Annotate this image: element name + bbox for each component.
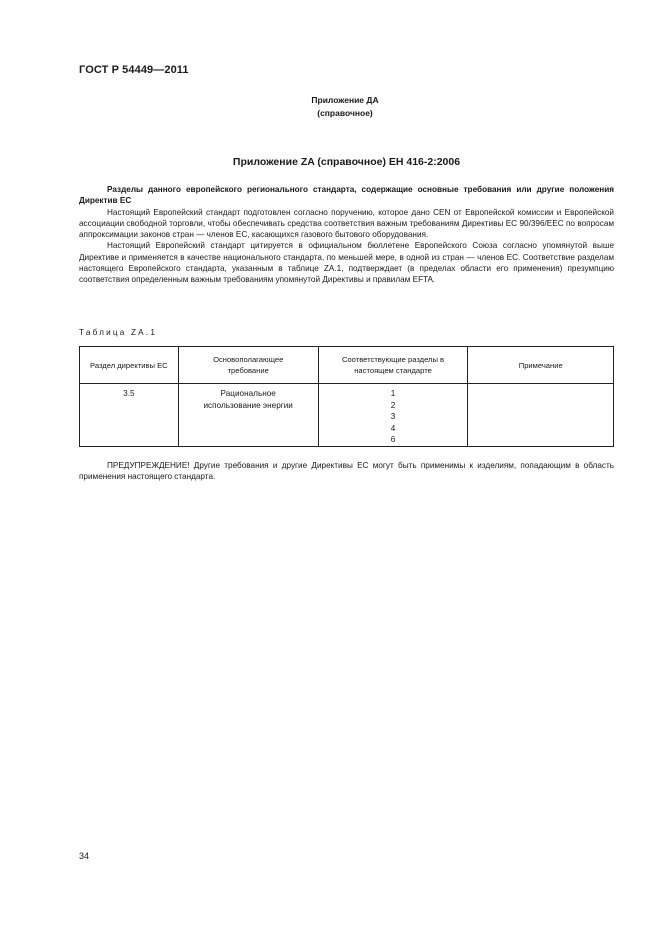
cell-clauses [318,384,468,447]
annex-title: Приложение ZA (справочное) ЕН 416-2:2006 [232,156,461,168]
clause-item: 4 [390,423,396,433]
clause-item: 6 [390,435,396,445]
table-header-row [80,347,614,384]
clause-item: 1 [390,389,396,398]
table-row [80,384,614,447]
header-directive-section: Раздел директивы ЕС [80,347,179,384]
table-caption: Таблица ZA.1 [79,328,158,337]
body-text [79,184,614,286]
cell-section: 3.5 [80,384,179,447]
paragraph-intro: Разделы данного европейского регионального стандарта, содержащие основные требования или другие положения Директив ЕС [79,185,614,206]
paragraph-mandate: Настоящий Европейский стандарт подготовлен согласно поручению, которое дано CEN от Европейской комиссии и Европейской ассоциации свободной торговли, чтобы обеспечивать средства соответствия важным требованиям Директивы ЕС 90/396/ЕЕС по вопросам аппроксимации законов стран — членов ЕС, касающихся газового бытового оборудования. [79,207,614,240]
cell-note [468,384,614,447]
warning-paragraph: ПРЕДУПРЕЖДЕНИЕ! Другие требования и другие Директивы ЕС могут быть применимы к изделиям, попадающим в область применения настоящего стандарта. [79,461,614,482]
header-note: Примечание [468,347,614,384]
annex-label: Приложение ДА [311,95,379,105]
table-za1 [79,346,614,447]
page-number: 34 [79,851,90,861]
clause-item: 2 [390,400,396,410]
clause-item: 3 [390,412,396,422]
warning-text [79,460,614,483]
paragraph-citation: Настоящий Европейский стандарт цитируется в официальном бюллетене Европейского Союза согласно упомянутой выше Директиве и применяется в качестве национального стандарта, по меньшей мере, в одной из стран — членов ЕС. Соответствие разделам настоящего Европейского стандарта, указанным в таблице ZA.1, подтверждает (в пределах области его применения) презумпцию соответствия определенным важным требованиям упомянутой Директивы и правилам EFTA. [79,241,614,285]
cell-requirement: Рациональное использование энергии [178,384,318,447]
annex-type: (справочное) [317,108,373,118]
document-code: ГОСТ Р 54449—2011 [79,64,189,76]
header-essential-requirement: Основополагающее требование [178,347,318,384]
header-corresponding-clauses: Соответствующие разделы в настоящем стандарте [318,347,468,384]
